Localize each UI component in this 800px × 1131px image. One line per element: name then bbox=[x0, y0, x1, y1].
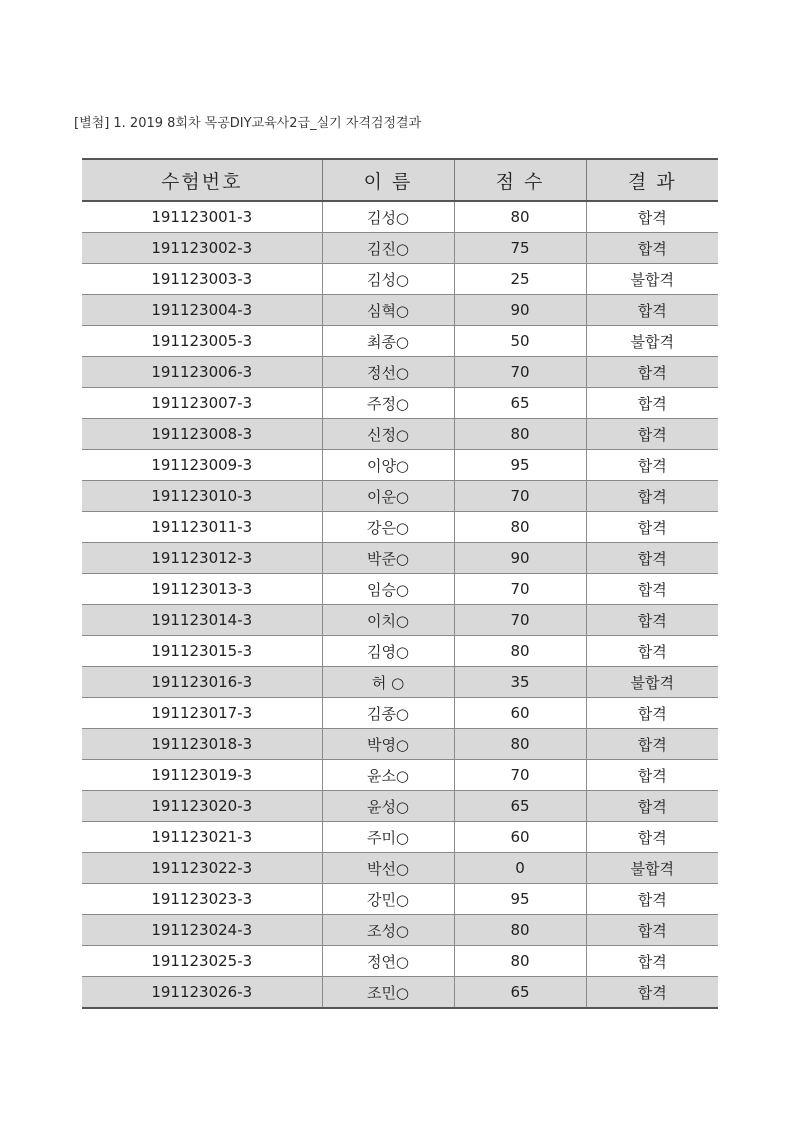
cell-name: 김진○ bbox=[322, 233, 454, 264]
cell-exam-number: 191123005-3 bbox=[82, 326, 322, 357]
header-score: 점 수 bbox=[454, 159, 586, 201]
cell-exam-number: 191123023-3 bbox=[82, 884, 322, 915]
cell-score: 65 bbox=[454, 977, 586, 1009]
cell-result: 합격 bbox=[586, 233, 718, 264]
cell-exam-number: 191123003-3 bbox=[82, 264, 322, 295]
cell-score: 60 bbox=[454, 698, 586, 729]
cell-score: 70 bbox=[454, 760, 586, 791]
cell-exam-number: 191123009-3 bbox=[82, 450, 322, 481]
table-header-row bbox=[82, 159, 718, 201]
cell-exam-number: 191123007-3 bbox=[82, 388, 322, 419]
cell-score: 80 bbox=[454, 636, 586, 667]
cell-exam-number: 191123016-3 bbox=[82, 667, 322, 698]
cell-result: 합격 bbox=[586, 977, 718, 1009]
cell-exam-number: 191123013-3 bbox=[82, 574, 322, 605]
cell-score: 80 bbox=[454, 946, 586, 977]
cell-score: 70 bbox=[454, 481, 586, 512]
cell-score: 65 bbox=[454, 791, 586, 822]
cell-name: 윤성○ bbox=[322, 791, 454, 822]
cell-exam-number: 191123010-3 bbox=[82, 481, 322, 512]
cell-exam-number: 191123020-3 bbox=[82, 791, 322, 822]
table-row bbox=[82, 264, 718, 295]
cell-result: 불합격 bbox=[586, 853, 718, 884]
table-row bbox=[82, 326, 718, 357]
cell-result: 합격 bbox=[586, 543, 718, 574]
cell-exam-number: 191123004-3 bbox=[82, 295, 322, 326]
table-row bbox=[82, 760, 718, 791]
cell-score: 70 bbox=[454, 357, 586, 388]
cell-score: 80 bbox=[454, 915, 586, 946]
table-row bbox=[82, 822, 718, 853]
cell-result: 합격 bbox=[586, 295, 718, 326]
cell-name: 김성○ bbox=[322, 201, 454, 233]
cell-score: 50 bbox=[454, 326, 586, 357]
cell-name: 조성○ bbox=[322, 915, 454, 946]
cell-score: 95 bbox=[454, 450, 586, 481]
cell-result: 합격 bbox=[586, 357, 718, 388]
cell-exam-number: 191123019-3 bbox=[82, 760, 322, 791]
table-row bbox=[82, 233, 718, 264]
table-row bbox=[82, 946, 718, 977]
table-row bbox=[82, 419, 718, 450]
table-row bbox=[82, 295, 718, 326]
cell-score: 90 bbox=[454, 543, 586, 574]
cell-name: 최종○ bbox=[322, 326, 454, 357]
header-exam-number: 수험번호 bbox=[82, 159, 322, 201]
cell-result: 합격 bbox=[586, 605, 718, 636]
table-row bbox=[82, 481, 718, 512]
cell-exam-number: 191123017-3 bbox=[82, 698, 322, 729]
cell-result: 합격 bbox=[586, 822, 718, 853]
cell-exam-number: 191123025-3 bbox=[82, 946, 322, 977]
cell-name: 윤소○ bbox=[322, 760, 454, 791]
cell-result: 합격 bbox=[586, 698, 718, 729]
cell-name: 김성○ bbox=[322, 264, 454, 295]
cell-name: 강은○ bbox=[322, 512, 454, 543]
cell-exam-number: 191123001-3 bbox=[82, 201, 322, 233]
cell-name: 정선○ bbox=[322, 357, 454, 388]
cell-result: 합격 bbox=[586, 884, 718, 915]
cell-result: 합격 bbox=[586, 760, 718, 791]
table-row bbox=[82, 636, 718, 667]
cell-result: 불합격 bbox=[586, 264, 718, 295]
cell-exam-number: 191123011-3 bbox=[82, 512, 322, 543]
cell-result: 불합격 bbox=[586, 326, 718, 357]
cell-score: 60 bbox=[454, 822, 586, 853]
table-row bbox=[82, 729, 718, 760]
cell-result: 합격 bbox=[586, 201, 718, 233]
cell-name: 정연○ bbox=[322, 946, 454, 977]
cell-score: 80 bbox=[454, 729, 586, 760]
cell-name: 김영○ bbox=[322, 636, 454, 667]
cell-result: 합격 bbox=[586, 729, 718, 760]
cell-score: 35 bbox=[454, 667, 586, 698]
cell-exam-number: 191123015-3 bbox=[82, 636, 322, 667]
cell-result: 합격 bbox=[586, 419, 718, 450]
cell-name: 허 ○ bbox=[322, 667, 454, 698]
cell-result: 합격 bbox=[586, 636, 718, 667]
table-row bbox=[82, 884, 718, 915]
table-body bbox=[82, 201, 718, 1008]
cell-score: 0 bbox=[454, 853, 586, 884]
cell-result: 합격 bbox=[586, 791, 718, 822]
header-name: 이 름 bbox=[322, 159, 454, 201]
results-table bbox=[82, 158, 718, 1009]
cell-name: 박영○ bbox=[322, 729, 454, 760]
cell-name: 이운○ bbox=[322, 481, 454, 512]
table-row bbox=[82, 388, 718, 419]
table-row bbox=[82, 667, 718, 698]
cell-result: 합격 bbox=[586, 915, 718, 946]
cell-score: 80 bbox=[454, 419, 586, 450]
cell-name: 강민○ bbox=[322, 884, 454, 915]
table-row bbox=[82, 915, 718, 946]
cell-result: 합격 bbox=[586, 574, 718, 605]
cell-result: 합격 bbox=[586, 946, 718, 977]
table-row bbox=[82, 201, 718, 233]
cell-name: 박선○ bbox=[322, 853, 454, 884]
cell-exam-number: 191123021-3 bbox=[82, 822, 322, 853]
cell-result: 합격 bbox=[586, 481, 718, 512]
table-row bbox=[82, 853, 718, 884]
cell-exam-number: 191123002-3 bbox=[82, 233, 322, 264]
cell-exam-number: 191123018-3 bbox=[82, 729, 322, 760]
table-row bbox=[82, 543, 718, 574]
cell-score: 90 bbox=[454, 295, 586, 326]
cell-exam-number: 191123014-3 bbox=[82, 605, 322, 636]
cell-name: 임승○ bbox=[322, 574, 454, 605]
cell-exam-number: 191123006-3 bbox=[82, 357, 322, 388]
cell-name: 이치○ bbox=[322, 605, 454, 636]
cell-result: 합격 bbox=[586, 450, 718, 481]
table-row bbox=[82, 357, 718, 388]
table-row bbox=[82, 574, 718, 605]
document-caption: [별첨] 1. 2019 8회차 목공DIY교육사2급_실기 자격검정결과 bbox=[74, 116, 422, 131]
cell-exam-number: 191123008-3 bbox=[82, 419, 322, 450]
table-row bbox=[82, 605, 718, 636]
cell-result: 합격 bbox=[586, 388, 718, 419]
cell-name: 신정○ bbox=[322, 419, 454, 450]
cell-result: 합격 bbox=[586, 512, 718, 543]
cell-name: 조민○ bbox=[322, 977, 454, 1009]
cell-score: 80 bbox=[454, 201, 586, 233]
cell-exam-number: 191123024-3 bbox=[82, 915, 322, 946]
table-row bbox=[82, 791, 718, 822]
cell-exam-number: 191123026-3 bbox=[82, 977, 322, 1009]
cell-name: 이양○ bbox=[322, 450, 454, 481]
table-row bbox=[82, 698, 718, 729]
cell-score: 70 bbox=[454, 574, 586, 605]
table-row bbox=[82, 977, 718, 1009]
cell-exam-number: 191123022-3 bbox=[82, 853, 322, 884]
cell-score: 95 bbox=[454, 884, 586, 915]
header-result: 결 과 bbox=[586, 159, 718, 201]
cell-name: 주미○ bbox=[322, 822, 454, 853]
cell-score: 80 bbox=[454, 512, 586, 543]
cell-result: 불합격 bbox=[586, 667, 718, 698]
cell-score: 65 bbox=[454, 388, 586, 419]
cell-name: 주정○ bbox=[322, 388, 454, 419]
cell-name: 김종○ bbox=[322, 698, 454, 729]
cell-name: 심혁○ bbox=[322, 295, 454, 326]
table-row bbox=[82, 512, 718, 543]
cell-exam-number: 191123012-3 bbox=[82, 543, 322, 574]
table-row bbox=[82, 450, 718, 481]
cell-score: 75 bbox=[454, 233, 586, 264]
cell-score: 25 bbox=[454, 264, 586, 295]
cell-score: 70 bbox=[454, 605, 586, 636]
cell-name: 박준○ bbox=[322, 543, 454, 574]
